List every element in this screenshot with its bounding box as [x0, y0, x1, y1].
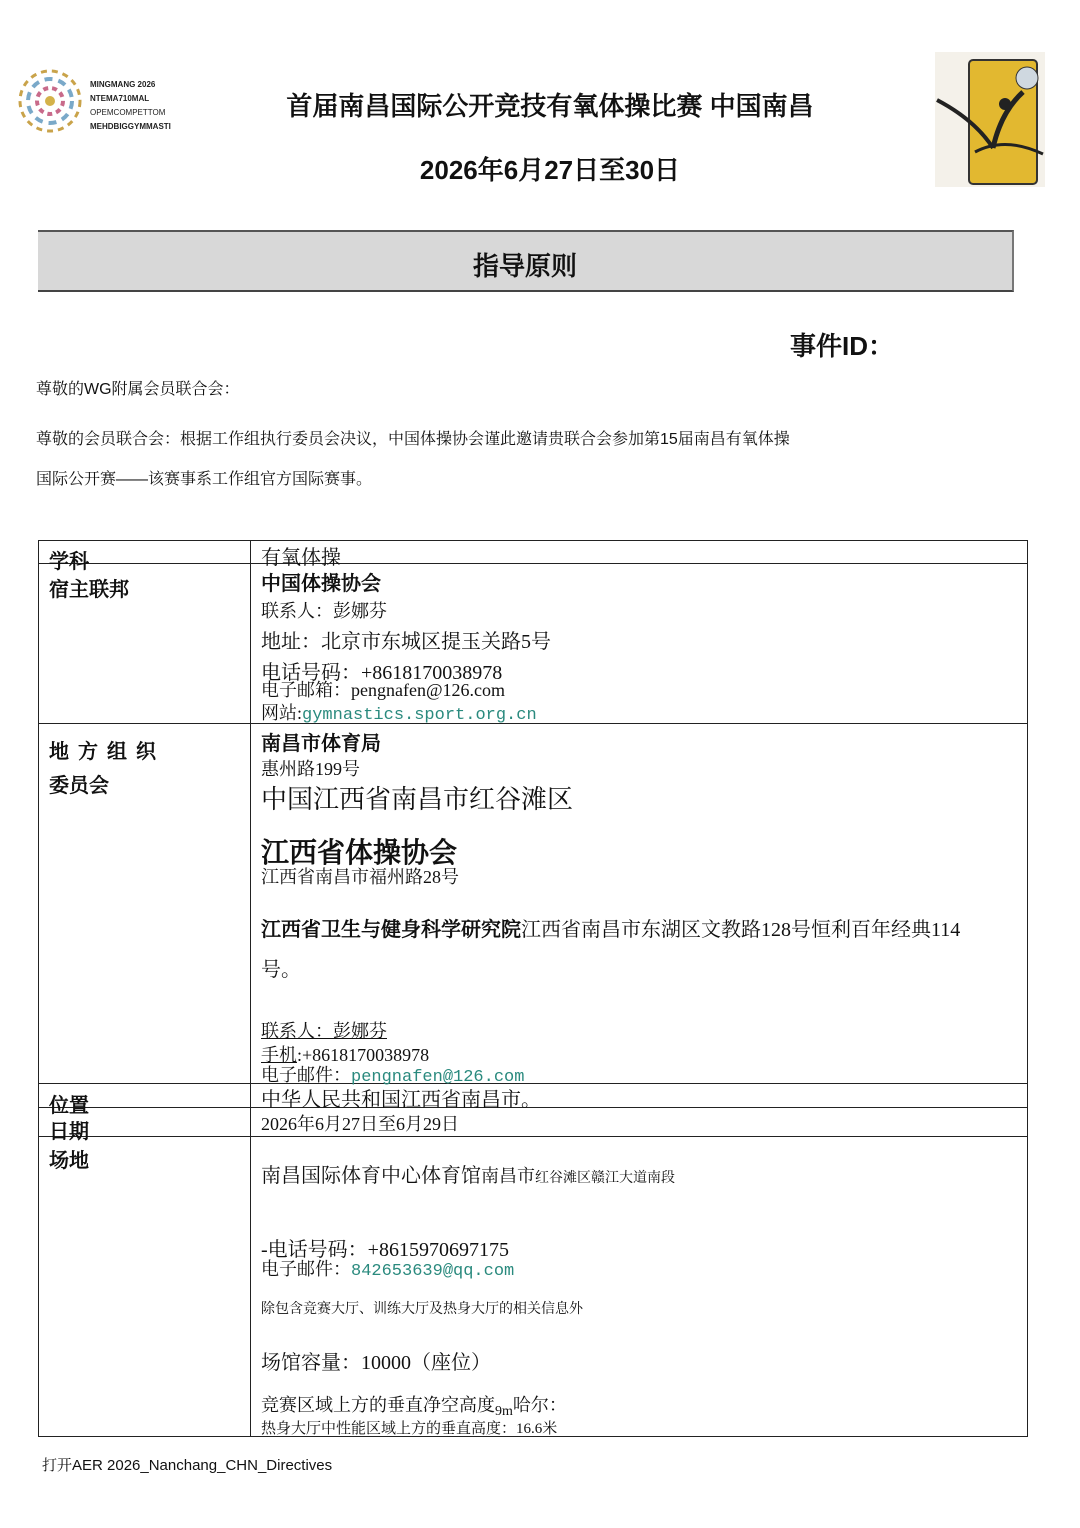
venue-height-competition	[261, 1391, 567, 1417]
date-value: 2026年6月27日至6月29日	[261, 1114, 459, 1134]
email-link[interactable]: pengnafen@126.com	[351, 1068, 525, 1087]
logo-caption-line: NTEMA710MAL	[90, 94, 150, 103]
location-value: 中华人民共和国江西省南昌市。	[261, 1089, 541, 1111]
row-divider	[39, 563, 1027, 564]
discipline-value: 有氧体操	[261, 547, 341, 569]
loc-org-address: 中国江西省南昌市红谷滩区	[261, 785, 574, 814]
loc-org-address: 惠州路199号	[261, 759, 360, 779]
venue-email	[261, 1255, 514, 1281]
institute-address: 江西省南昌市东湖区文教路128号恒利百年经典114	[521, 919, 961, 941]
venue-name: 南昌国际体育中心体育馆	[261, 1165, 481, 1187]
location-label: 位置	[49, 1095, 89, 1117]
venue-name-line	[261, 1159, 675, 1188]
email-label: 电子邮件：	[261, 1065, 351, 1085]
email-link[interactable]: 842653639@qq.com	[351, 1262, 515, 1281]
institute-name: 江西省卫生与健身科学研究院	[261, 919, 521, 941]
discipline-label: 学科	[49, 551, 89, 573]
loc-org-name: 江西省体操协会	[261, 838, 458, 869]
intro-line: 尊敬的会员联合会：根据工作组执行委员会决议，中国体操协会谨此邀请贵联合会参加第15届南昌有氧体操	[36, 431, 790, 448]
host-email: 电子邮箱：pengnafen@126.com	[261, 680, 506, 700]
website-label: 网站:	[261, 703, 303, 723]
banner-title: 指导原则	[472, 251, 577, 281]
date-label: 日期	[49, 1121, 89, 1143]
logo-caption-line: MINGMANG 2026	[90, 80, 156, 89]
host-address: 地址：北京市东城区提玉关路5号	[261, 631, 551, 653]
height-text: 哈尔：	[512, 1395, 567, 1415]
section-banner	[38, 230, 1014, 292]
loc-label-line2: 委员会	[49, 775, 109, 797]
loc-org-address: 江西省南昌市福州路28号	[261, 867, 459, 887]
federation-logo	[935, 52, 1045, 187]
event-date: 2026年6月27日至30日	[419, 155, 681, 185]
column-divider	[250, 541, 251, 1436]
loc-contact: 联系人：彭娜芬	[261, 1021, 387, 1041]
height-text: 竞赛区域上方的垂直净空高度	[261, 1395, 495, 1415]
venue-note: 除包含竞赛大厅、训练大厅及热身大厅的相关信息外	[261, 1302, 583, 1317]
institute-address-cont: 号。	[261, 959, 301, 981]
greeting: 尊敬的WG附属会员联合会：	[36, 381, 240, 398]
info-table	[38, 540, 1028, 1437]
host-website	[261, 699, 537, 725]
mobile-label: 手机	[261, 1045, 297, 1065]
logo-caption-line: OPEMCOMPETTOM	[90, 108, 166, 117]
logo-caption-line: MEHDBIGGYMMASTI	[90, 122, 171, 131]
logo-caption	[90, 78, 171, 134]
venue-capacity: 场馆容量：10000（座位）	[261, 1352, 491, 1374]
loc-org-name: 南昌市体育局	[261, 733, 381, 755]
loc-org-institute	[261, 913, 960, 942]
venue-city: 南昌市	[481, 1166, 535, 1186]
row-divider	[39, 1136, 1027, 1137]
venue-label: 场地	[49, 1150, 89, 1172]
event-logo	[18, 64, 82, 138]
document-title: 首届南昌国际公开竞技有氧体操比赛 中国南昌	[286, 91, 814, 121]
intro-line: 国际公开赛——该赛事系工作组官方国际赛事。	[36, 471, 373, 488]
venue-address: 红谷滩区赣江大道南段	[535, 1171, 675, 1186]
venue-height-warmup: 热身大厅中性能区域上方的垂直高度：16.6米	[261, 1421, 558, 1437]
height-value: 9m	[495, 1404, 513, 1419]
host-phone: 电话号码：+8618170038978	[261, 662, 503, 684]
loc-label: 地 方 组 织	[49, 741, 158, 763]
event-id-label: 事件ID：	[790, 331, 895, 361]
host-federation-name: 中国体操协会	[261, 573, 381, 595]
host-contact: 联系人：彭娜芬	[261, 601, 387, 621]
venue-phone: -电话号码：+8615970697175	[261, 1239, 509, 1261]
host-federation-label: 宿主联邦	[49, 579, 129, 601]
email-label: 电子邮件：	[261, 1259, 351, 1279]
document-footer: 打开AER 2026_Nanchang_CHN_Directives	[42, 1457, 333, 1474]
mobile-value: :+8618170038978	[297, 1045, 430, 1065]
website-link[interactable]: gymnastics.sport.org.cn	[302, 706, 537, 725]
